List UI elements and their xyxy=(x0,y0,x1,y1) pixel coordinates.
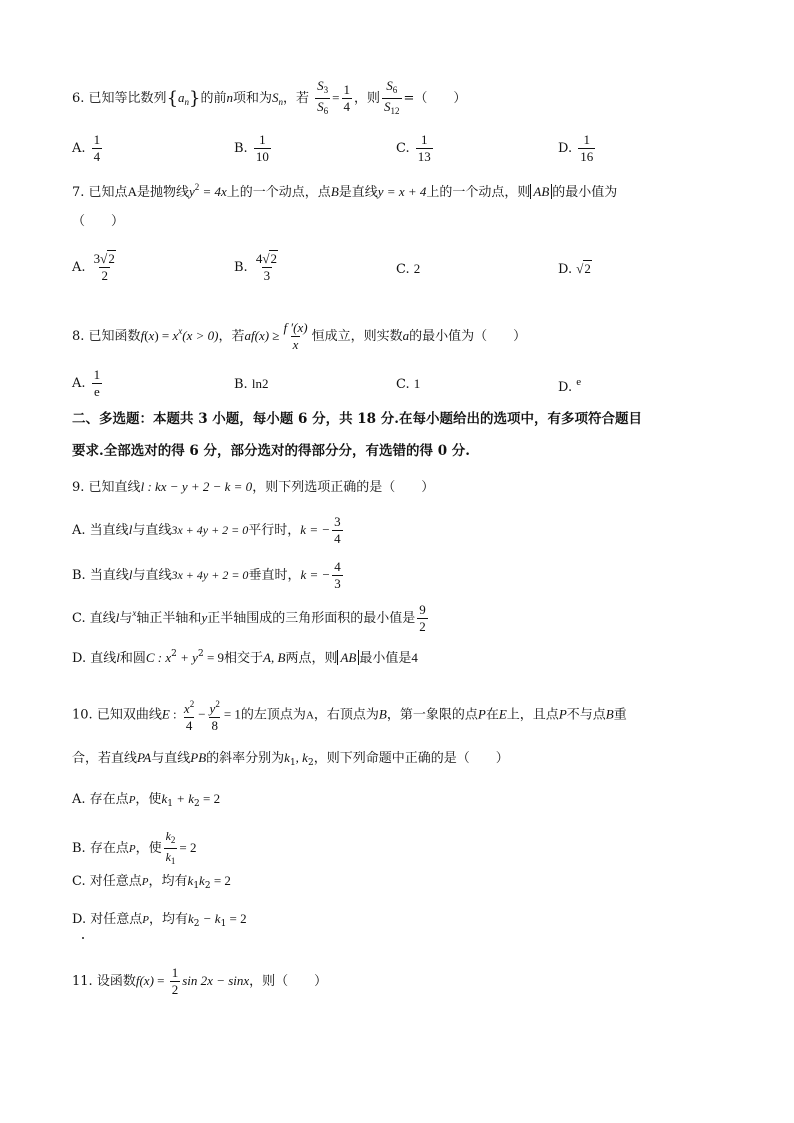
q7-option-a[interactable]: A. $\frac{3√2}{2}$ xyxy=(72,251,115,283)
q6-stem: 6. 已知等比数列$\{a_n\}$的前n项和为$S_n$，若 $\frac{S_3}{S_6}$ = $\frac{1}{4}$ ，则 $\frac{S_6}{S_{12}}$ =（ ） xyxy=(72,78,467,116)
q6-option-c[interactable]: C. $\frac{1}{13}$ xyxy=(396,132,431,164)
section-instructions: 要求.全部选对的得 6 分，部分选对的得部分分，有选错的得 0 分. xyxy=(72,443,470,459)
q8-option-a[interactable]: A. $\frac{1}{e}$ xyxy=(72,367,101,399)
q6-fraction-s3-s6: $\frac{S_3}{S_6}$ xyxy=(317,78,329,116)
q9-option-b[interactable]: B. 当直线l与直线3x + 4y + 2 = 0垂直时，k = − $\frac{4}{3}$ xyxy=(72,559,341,591)
q7-option-b[interactable]: B. $\frac{4√2}{3}$ xyxy=(234,251,277,283)
q9-option-a[interactable]: A. 当直线l与直线3x + 4y + 2 = 0平行时，k = − $\frac{3}{4}$ xyxy=(72,514,341,546)
q10-option-c[interactable]: C. 对任意点P，均有$k_1k_2 = 2$ xyxy=(72,873,231,891)
q9-option-c[interactable]: C. 直线l与$^x$轴正半轴和y正半轴围成的三角形面积的最小值是 $\frac{9}{2}$ xyxy=(72,602,426,634)
q11-stem: 11. 设函数f(x) = $\frac{1}{2}$ sin 2x − sinx，则（ ） xyxy=(72,965,328,997)
q10-number: 10. xyxy=(72,707,93,723)
q6-number: 6. xyxy=(72,91,85,106)
q8-option-c[interactable]: C. 1 xyxy=(396,376,421,392)
q10-stem-line1: 10. 已知双曲线E : $\frac{x^2}{4}$ − $\frac{y^2}{8}$ = 1的左顶点为A，右顶点为B，第一象限的点P在E上，且点P不与点B重 xyxy=(72,699,627,733)
q6-fraction-s6-s12: $\frac{S_6}{S_{12}}$ xyxy=(384,78,400,116)
q7-stem: 7. 已知点A是抛物线$y^2 = 4x$上的一个动点，点B是直线y = x + 4上的一个动点，则 AB 的最小值为 xyxy=(72,182,618,200)
q8-option-d[interactable]: D. $^e$ xyxy=(558,376,582,395)
q6-option-d[interactable]: D. $\frac{1}{16}$ xyxy=(558,132,594,164)
q6-fraction-quarter: $\frac{1}{4}$ xyxy=(343,82,350,114)
q7-paren: （ ） xyxy=(72,214,125,229)
q8-number: 8. xyxy=(72,329,85,344)
q9-option-d[interactable]: D. 直线l和圆C : $x^2 + y^2 = 9$相交于A, B两点，则 AB 最小值是4 xyxy=(72,649,418,666)
section-heading-multi-choice: 二、多选题：本题共 3 小题，每小题 6 分，共 18 分.在每小题给出的选项中，有多项符合题目 xyxy=(72,411,642,427)
q11-number: 11. xyxy=(72,974,93,989)
q10-option-b[interactable]: B. 存在点P，使 $\frac{k_2}{k_1}$ = 2 xyxy=(72,829,197,866)
q7-number: 7. xyxy=(72,185,85,200)
q6-option-a[interactable]: A. $\frac{1}{4}$ xyxy=(72,132,101,164)
q9-stem: 9. 已知直线l : kx − y + 2 − k = 0，则下列选项正确的是（ ） xyxy=(72,479,435,495)
stray-dot xyxy=(82,937,84,939)
q7-option-d[interactable]: D. √2 xyxy=(558,261,591,277)
q7-option-c[interactable]: C. 2 xyxy=(396,261,421,277)
q9-number: 9. xyxy=(72,480,85,495)
q8-option-b[interactable]: B. ln2 xyxy=(234,376,269,392)
q10-option-d[interactable]: D. 对任意点P，均有$k_2 - k_1 = 2$ xyxy=(72,911,247,929)
q10-option-a[interactable]: A. 存在点P，使$k_1 + k_2 = 2$ xyxy=(72,791,221,809)
q8-stem: 8. 已知函数$f(x) = x^x(x > 0)$，若af(x) ≥ $\frac{f '(x)}{x}$ 恒成立，则实数a的最小值为（ ） xyxy=(72,320,527,352)
q6-option-b[interactable]: B. $\frac{1}{10}$ xyxy=(234,132,269,164)
q10-stem-line2: 合，若直线PA与直线PB的斜率分别为$k_1$, $k_2$，则下列命题中正确的是（ ） xyxy=(72,750,509,768)
